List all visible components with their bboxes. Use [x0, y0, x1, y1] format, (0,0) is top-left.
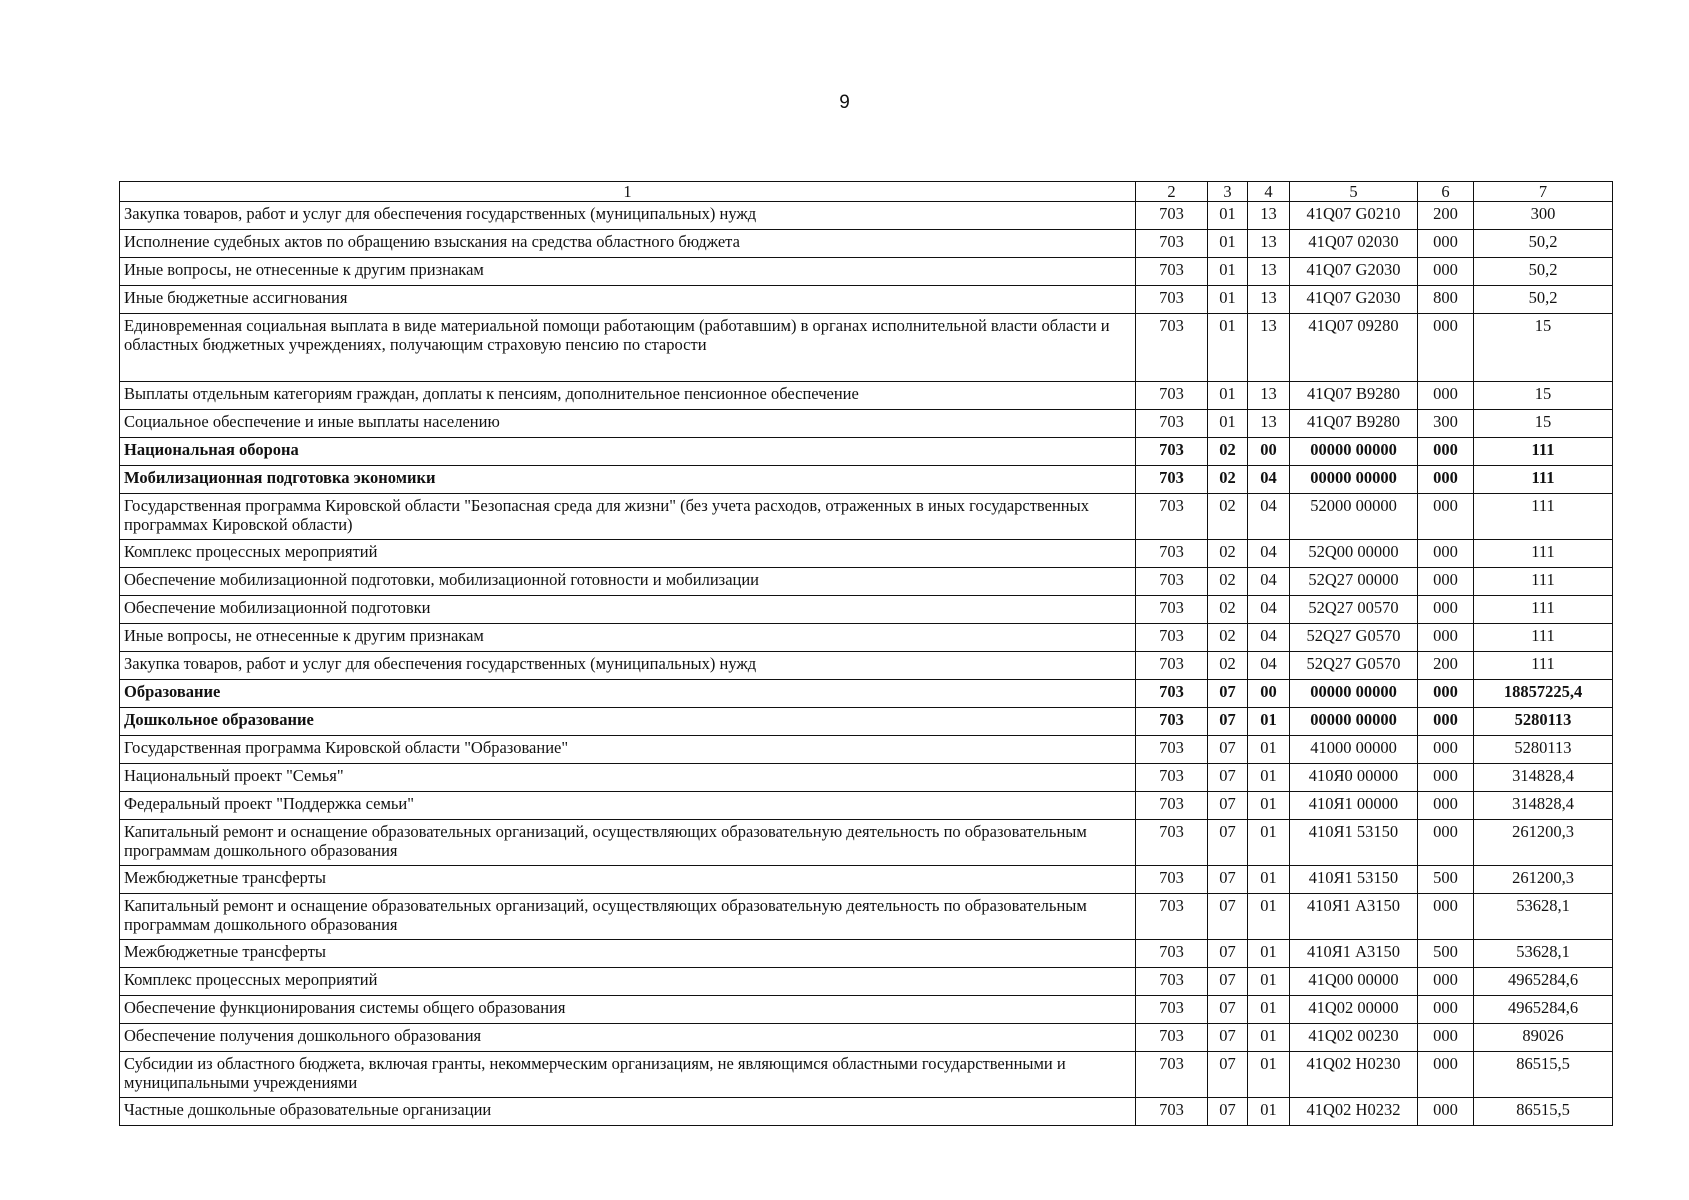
subsection-cell: 01 [1248, 866, 1290, 894]
expense-type-cell: 500 [1418, 940, 1474, 968]
admin-code-cell: 703 [1136, 596, 1208, 624]
admin-code-cell: 703 [1136, 410, 1208, 438]
header-cell: 3 [1208, 182, 1248, 202]
row-name-cell: Мобилизационная подготовка экономики [120, 466, 1136, 494]
row-name-cell: Комплекс процессных мероприятий [120, 540, 1136, 568]
amount-cell: 4965284,6 [1474, 996, 1613, 1024]
amount-cell: 111 [1474, 652, 1613, 680]
row-name-cell: Частные дошкольные образовательные организации [120, 1098, 1136, 1126]
table-row [120, 438, 1613, 466]
section-cell: 02 [1208, 466, 1248, 494]
amount-cell: 15 [1474, 382, 1613, 410]
amount-cell: 5280113 [1474, 736, 1613, 764]
target-article-cell: 41Q07 B9280 [1290, 382, 1418, 410]
amount-cell: 89026 [1474, 1024, 1613, 1052]
admin-code-cell: 703 [1136, 652, 1208, 680]
target-article-cell: 410Я1 A3150 [1290, 894, 1418, 940]
amount-cell: 4965284,6 [1474, 968, 1613, 996]
amount-cell: 50,2 [1474, 258, 1613, 286]
section-cell: 07 [1208, 968, 1248, 996]
subsection-cell: 01 [1248, 792, 1290, 820]
admin-code-cell: 703 [1136, 708, 1208, 736]
section-cell: 01 [1208, 314, 1248, 382]
subsection-cell: 04 [1248, 568, 1290, 596]
row-name-cell: Государственная программа Кировской области "Образование" [120, 736, 1136, 764]
table-row [120, 230, 1613, 258]
section-cell: 07 [1208, 764, 1248, 792]
expense-type-cell: 500 [1418, 866, 1474, 894]
header-cell: 1 [120, 182, 1136, 202]
header-cell: 2 [1136, 182, 1208, 202]
table-row [120, 764, 1613, 792]
target-article-cell: 410Я1 00000 [1290, 792, 1418, 820]
target-article-cell: 52Q27 G0570 [1290, 652, 1418, 680]
header-cell: 4 [1248, 182, 1290, 202]
subsection-cell: 01 [1248, 1024, 1290, 1052]
admin-code-cell: 703 [1136, 894, 1208, 940]
target-article-cell: 00000 00000 [1290, 680, 1418, 708]
admin-code-cell: 703 [1136, 1098, 1208, 1126]
subsection-cell: 01 [1248, 940, 1290, 968]
table-row [120, 1024, 1613, 1052]
section-cell: 02 [1208, 596, 1248, 624]
section-cell: 07 [1208, 736, 1248, 764]
subsection-cell: 01 [1248, 764, 1290, 792]
row-name-cell: Обеспечение мобилизационной подготовки [120, 596, 1136, 624]
amount-cell: 111 [1474, 438, 1613, 466]
section-cell: 02 [1208, 438, 1248, 466]
subsection-cell: 01 [1248, 1098, 1290, 1126]
target-article-cell: 00000 00000 [1290, 466, 1418, 494]
amount-cell: 5280113 [1474, 708, 1613, 736]
table-row [120, 680, 1613, 708]
section-cell: 01 [1208, 382, 1248, 410]
expense-type-cell: 000 [1418, 996, 1474, 1024]
section-cell: 07 [1208, 1024, 1248, 1052]
row-name-cell: Капитальный ремонт и оснащение образовательных организаций, осуществляющих образовательную деятельность по образовательным программам дошкольного образования [120, 820, 1136, 866]
section-cell: 01 [1208, 286, 1248, 314]
admin-code-cell: 703 [1136, 1024, 1208, 1052]
section-cell: 07 [1208, 1098, 1248, 1126]
subsection-cell: 01 [1248, 708, 1290, 736]
expense-type-cell: 300 [1418, 410, 1474, 438]
table-row [120, 708, 1613, 736]
table-row [120, 652, 1613, 680]
target-article-cell: 41Q07 09280 [1290, 314, 1418, 382]
expense-type-cell: 000 [1418, 1024, 1474, 1052]
amount-cell: 111 [1474, 466, 1613, 494]
target-article-cell: 52Q27 G0570 [1290, 624, 1418, 652]
page-number: 9 [839, 92, 850, 113]
expense-type-cell: 000 [1418, 596, 1474, 624]
table-row [120, 820, 1613, 866]
target-article-cell: 52000 00000 [1290, 494, 1418, 540]
admin-code-cell: 703 [1136, 314, 1208, 382]
expense-type-cell: 000 [1418, 708, 1474, 736]
admin-code-cell: 703 [1136, 540, 1208, 568]
table-row [120, 996, 1613, 1024]
row-name-cell: Субсидии из областного бюджета, включая гранты, некоммерческим организациям, не являющимся областными государственными и муниципальными учреждениями [120, 1052, 1136, 1098]
row-name-cell: Обеспечение функционирования системы общего образования [120, 996, 1136, 1024]
amount-cell: 111 [1474, 624, 1613, 652]
header-cell: 6 [1418, 182, 1474, 202]
subsection-cell: 04 [1248, 624, 1290, 652]
expense-type-cell: 000 [1418, 438, 1474, 466]
amount-cell: 314828,4 [1474, 792, 1613, 820]
amount-cell: 18857225,4 [1474, 680, 1613, 708]
section-cell: 02 [1208, 652, 1248, 680]
expense-type-cell: 200 [1418, 652, 1474, 680]
admin-code-cell: 703 [1136, 286, 1208, 314]
row-name-cell: Образование [120, 680, 1136, 708]
section-cell: 02 [1208, 540, 1248, 568]
amount-cell: 53628,1 [1474, 894, 1613, 940]
admin-code-cell: 703 [1136, 1052, 1208, 1098]
subsection-cell: 13 [1248, 202, 1290, 230]
admin-code-cell: 703 [1136, 820, 1208, 866]
section-cell: 01 [1208, 230, 1248, 258]
row-name-cell: Государственная программа Кировской области "Безопасная среда для жизни" (без учета расходов, отраженных в иных государственных программах Кировской области) [120, 494, 1136, 540]
row-name-cell: Иные вопросы, не отнесенные к другим признакам [120, 258, 1136, 286]
table-row [120, 866, 1613, 894]
subsection-cell: 04 [1248, 494, 1290, 540]
admin-code-cell: 703 [1136, 202, 1208, 230]
target-article-cell: 41Q02 00230 [1290, 1024, 1418, 1052]
admin-code-cell: 703 [1136, 996, 1208, 1024]
table-row [120, 382, 1613, 410]
section-cell: 02 [1208, 494, 1248, 540]
subsection-cell: 04 [1248, 596, 1290, 624]
expense-type-cell: 000 [1418, 736, 1474, 764]
table-row [120, 568, 1613, 596]
subsection-cell: 01 [1248, 996, 1290, 1024]
table-row [120, 736, 1613, 764]
admin-code-cell: 703 [1136, 680, 1208, 708]
subsection-cell: 01 [1248, 968, 1290, 996]
row-name-cell: Комплекс процессных мероприятий [120, 968, 1136, 996]
target-article-cell: 41Q02 00000 [1290, 996, 1418, 1024]
row-name-cell: Иные вопросы, не отнесенные к другим признакам [120, 624, 1136, 652]
target-article-cell: 41Q07 B9280 [1290, 410, 1418, 438]
expense-type-cell: 000 [1418, 258, 1474, 286]
header-row [120, 182, 1613, 202]
section-cell: 02 [1208, 624, 1248, 652]
target-article-cell: 410Я0 00000 [1290, 764, 1418, 792]
table-row [120, 596, 1613, 624]
admin-code-cell: 703 [1136, 230, 1208, 258]
subsection-cell: 13 [1248, 286, 1290, 314]
section-cell: 07 [1208, 792, 1248, 820]
table-row [120, 1098, 1613, 1126]
section-cell: 07 [1208, 940, 1248, 968]
table-row [120, 540, 1613, 568]
row-name-cell: Исполнение судебных актов по обращению взыскания на средства областного бюджета [120, 230, 1136, 258]
table-body [120, 202, 1613, 1126]
target-article-cell: 41Q07 G0210 [1290, 202, 1418, 230]
section-cell: 01 [1208, 410, 1248, 438]
section-cell: 07 [1208, 996, 1248, 1024]
table-row [120, 494, 1613, 540]
admin-code-cell: 703 [1136, 466, 1208, 494]
section-cell: 01 [1208, 258, 1248, 286]
admin-code-cell: 703 [1136, 438, 1208, 466]
expense-type-cell: 000 [1418, 792, 1474, 820]
expense-type-cell: 000 [1418, 314, 1474, 382]
table-row [120, 968, 1613, 996]
table-row [120, 410, 1613, 438]
admin-code-cell: 703 [1136, 764, 1208, 792]
row-name-cell: Обеспечение получения дошкольного образования [120, 1024, 1136, 1052]
expense-type-cell: 000 [1418, 494, 1474, 540]
subsection-cell: 04 [1248, 540, 1290, 568]
expense-type-cell: 000 [1418, 1098, 1474, 1126]
target-article-cell: 410Я1 53150 [1290, 820, 1418, 866]
subsection-cell: 04 [1248, 652, 1290, 680]
section-cell: 01 [1208, 202, 1248, 230]
amount-cell: 15 [1474, 410, 1613, 438]
admin-code-cell: 703 [1136, 568, 1208, 596]
amount-cell: 53628,1 [1474, 940, 1613, 968]
subsection-cell: 13 [1248, 258, 1290, 286]
row-name-cell: Закупка товаров, работ и услуг для обеспечения государственных (муниципальных) нужд [120, 202, 1136, 230]
subsection-cell: 01 [1248, 736, 1290, 764]
target-article-cell: 41Q02 H0230 [1290, 1052, 1418, 1098]
expense-type-cell: 000 [1418, 1052, 1474, 1098]
subsection-cell: 04 [1248, 466, 1290, 494]
section-cell: 02 [1208, 568, 1248, 596]
subsection-cell: 01 [1248, 894, 1290, 940]
table-row [120, 894, 1613, 940]
admin-code-cell: 703 [1136, 494, 1208, 540]
expense-type-cell: 000 [1418, 764, 1474, 792]
table-row [120, 314, 1613, 382]
target-article-cell: 41Q07 02030 [1290, 230, 1418, 258]
row-name-cell: Единовременная социальная выплата в виде материальной помощи работающим (работавшим) в органах исполнительной власти области и областных бюджетных учреждениях, получающим страховую пенсию по старости [120, 314, 1136, 382]
amount-cell: 261200,3 [1474, 820, 1613, 866]
amount-cell: 15 [1474, 314, 1613, 382]
row-name-cell: Иные бюджетные ассигнования [120, 286, 1136, 314]
amount-cell: 111 [1474, 596, 1613, 624]
target-article-cell: 410Я1 53150 [1290, 866, 1418, 894]
table-row [120, 202, 1613, 230]
subsection-cell: 00 [1248, 680, 1290, 708]
row-name-cell: Федеральный проект "Поддержка семьи" [120, 792, 1136, 820]
budget-table [119, 181, 1613, 1126]
admin-code-cell: 703 [1136, 968, 1208, 996]
admin-code-cell: 703 [1136, 382, 1208, 410]
section-cell: 07 [1208, 820, 1248, 866]
row-name-cell: Национальный проект "Семья" [120, 764, 1136, 792]
admin-code-cell: 703 [1136, 792, 1208, 820]
header-cell: 7 [1474, 182, 1613, 202]
table-row [120, 792, 1613, 820]
row-name-cell: Капитальный ремонт и оснащение образовательных организаций, осуществляющих образовательную деятельность по образовательным программам дошкольного образования [120, 894, 1136, 940]
target-article-cell: 41000 00000 [1290, 736, 1418, 764]
row-name-cell: Национальная оборона [120, 438, 1136, 466]
target-article-cell: 410Я1 A3150 [1290, 940, 1418, 968]
admin-code-cell: 703 [1136, 736, 1208, 764]
amount-cell: 111 [1474, 494, 1613, 540]
amount-cell: 261200,3 [1474, 866, 1613, 894]
table-row [120, 624, 1613, 652]
target-article-cell: 52Q27 00570 [1290, 596, 1418, 624]
amount-cell: 300 [1474, 202, 1613, 230]
section-cell: 07 [1208, 708, 1248, 736]
target-article-cell: 41Q07 G2030 [1290, 258, 1418, 286]
amount-cell: 50,2 [1474, 230, 1613, 258]
subsection-cell: 13 [1248, 314, 1290, 382]
section-cell: 07 [1208, 680, 1248, 708]
admin-code-cell: 703 [1136, 866, 1208, 894]
expense-type-cell: 000 [1418, 820, 1474, 866]
target-article-cell: 41Q02 H0232 [1290, 1098, 1418, 1126]
row-name-cell: Закупка товаров, работ и услуг для обеспечения государственных (муниципальных) нужд [120, 652, 1136, 680]
amount-cell: 50,2 [1474, 286, 1613, 314]
row-name-cell: Межбюджетные трансферты [120, 866, 1136, 894]
subsection-cell: 13 [1248, 382, 1290, 410]
subsection-cell: 13 [1248, 230, 1290, 258]
row-name-cell: Социальное обеспечение и иные выплаты населению [120, 410, 1136, 438]
target-article-cell: 41Q00 00000 [1290, 968, 1418, 996]
table-row [120, 466, 1613, 494]
row-name-cell: Дошкольное образование [120, 708, 1136, 736]
table-row [120, 1052, 1613, 1098]
row-name-cell: Межбюджетные трансферты [120, 940, 1136, 968]
target-article-cell: 52Q27 00000 [1290, 568, 1418, 596]
target-article-cell: 41Q07 G2030 [1290, 286, 1418, 314]
amount-cell: 111 [1474, 540, 1613, 568]
target-article-cell: 52Q00 00000 [1290, 540, 1418, 568]
amount-cell: 314828,4 [1474, 764, 1613, 792]
subsection-cell: 01 [1248, 820, 1290, 866]
subsection-cell: 01 [1248, 1052, 1290, 1098]
section-cell: 07 [1208, 894, 1248, 940]
expense-type-cell: 000 [1418, 680, 1474, 708]
expense-type-cell: 000 [1418, 382, 1474, 410]
amount-cell: 111 [1474, 568, 1613, 596]
expense-type-cell: 000 [1418, 624, 1474, 652]
admin-code-cell: 703 [1136, 624, 1208, 652]
expense-type-cell: 000 [1418, 466, 1474, 494]
table-row [120, 940, 1613, 968]
amount-cell: 86515,5 [1474, 1052, 1613, 1098]
expense-type-cell: 000 [1418, 230, 1474, 258]
expense-type-cell: 000 [1418, 540, 1474, 568]
target-article-cell: 00000 00000 [1290, 708, 1418, 736]
subsection-cell: 00 [1248, 438, 1290, 466]
section-cell: 07 [1208, 866, 1248, 894]
row-name-cell: Обеспечение мобилизационной подготовки, мобилизационной готовности и мобилизации [120, 568, 1136, 596]
section-cell: 07 [1208, 1052, 1248, 1098]
admin-code-cell: 703 [1136, 258, 1208, 286]
row-name-cell: Выплаты отдельным категориям граждан, доплаты к пенсиям, дополнительное пенсионное обеспечение [120, 382, 1136, 410]
subsection-cell: 13 [1248, 410, 1290, 438]
expense-type-cell: 000 [1418, 894, 1474, 940]
admin-code-cell: 703 [1136, 940, 1208, 968]
table-row [120, 258, 1613, 286]
expense-type-cell: 800 [1418, 286, 1474, 314]
header-cell: 5 [1290, 182, 1418, 202]
expense-type-cell: 200 [1418, 202, 1474, 230]
amount-cell: 86515,5 [1474, 1098, 1613, 1126]
table-row [120, 286, 1613, 314]
expense-type-cell: 000 [1418, 568, 1474, 596]
expense-type-cell: 000 [1418, 968, 1474, 996]
target-article-cell: 00000 00000 [1290, 438, 1418, 466]
